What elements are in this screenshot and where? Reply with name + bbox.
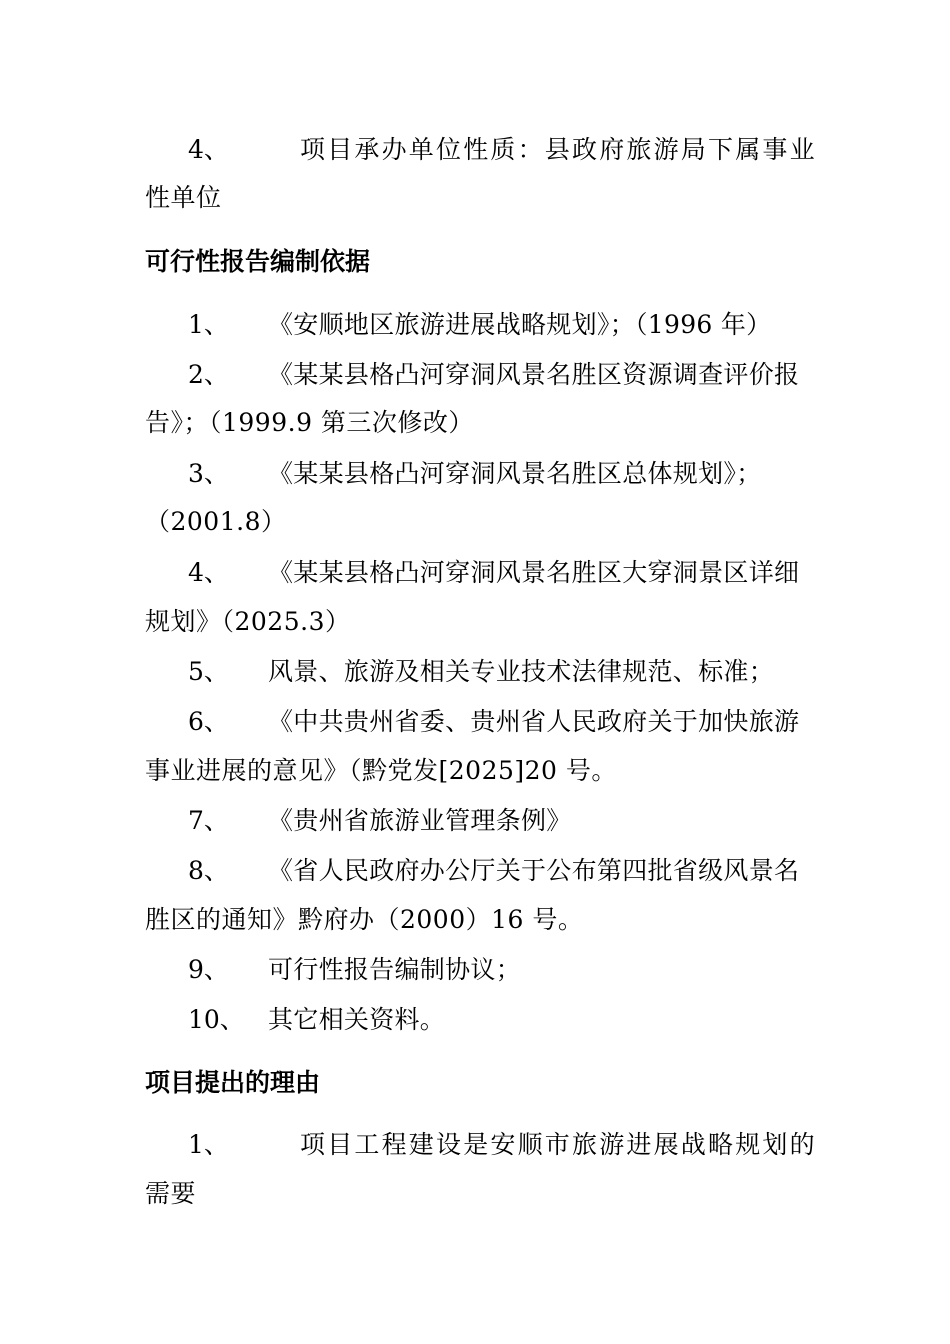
item-number: 6、 [188, 707, 229, 736]
item-continuation: 性单位 [145, 183, 222, 212]
section-heading-basis: 可行性报告编制依据 [145, 247, 371, 276]
item-continuation: 事业进展的意见》（黔党发[2025]20 号。 [145, 756, 617, 785]
item-text: 其它相关资料。 [268, 1005, 446, 1034]
item-text: 《某某县格凸河穿洞风景名胜区总体规划》； [268, 459, 762, 488]
item-text: 《安顺地区旅游进展战略规划》；（1996 年） [268, 310, 772, 339]
item-number: 1、 [188, 310, 229, 339]
item-text: 《某某县格凸河穿洞风景名胜区大穿洞景区详细 [268, 558, 800, 587]
item-text: 《省人民政府办公厅关于公布第四批省级风景名 [268, 856, 800, 885]
item-number: 3、 [188, 459, 229, 488]
item-text: 可行性报告编制协议； [268, 955, 522, 984]
item-continuation: 规划》（2025.3） [145, 607, 351, 636]
item-text: 《某某县格凸河穿洞风景名胜区资源调查评价报 [268, 360, 800, 389]
item-number: 1、 [188, 1130, 229, 1159]
item-number: 4、 [188, 558, 229, 587]
item-continuation: 胜区的通知》黔府办（2000）16 号。 [145, 905, 584, 934]
item-text: 风景、旅游及相关专业技术法律规范、标准； [268, 657, 775, 686]
item-continuation: 需要 [145, 1179, 197, 1208]
item-text: 《中共贵州省委、贵州省人民政府关于加快旅游 [268, 707, 800, 736]
section-heading-reasons: 项目提出的理由 [145, 1068, 321, 1097]
item-text: 《贵州省旅游业管理条例》 [268, 806, 572, 835]
item-number: 4、 [188, 135, 229, 164]
item-continuation: （2001.8） [145, 507, 287, 536]
item-text: 项目承办单位性质：县政府旅游局下属事业 [300, 135, 817, 164]
item-number: 5、 [188, 657, 229, 686]
item-number: 10、 [188, 1005, 245, 1034]
item-number: 8、 [188, 856, 229, 885]
item-number: 9、 [188, 955, 229, 984]
item-text: 项目工程建设是安顺市旅游进展战略规划的 [300, 1130, 817, 1159]
item-number: 7、 [188, 806, 229, 835]
item-number: 2、 [188, 360, 229, 389]
item-continuation: 告》；（1999.9 第三次修改） [145, 408, 474, 437]
